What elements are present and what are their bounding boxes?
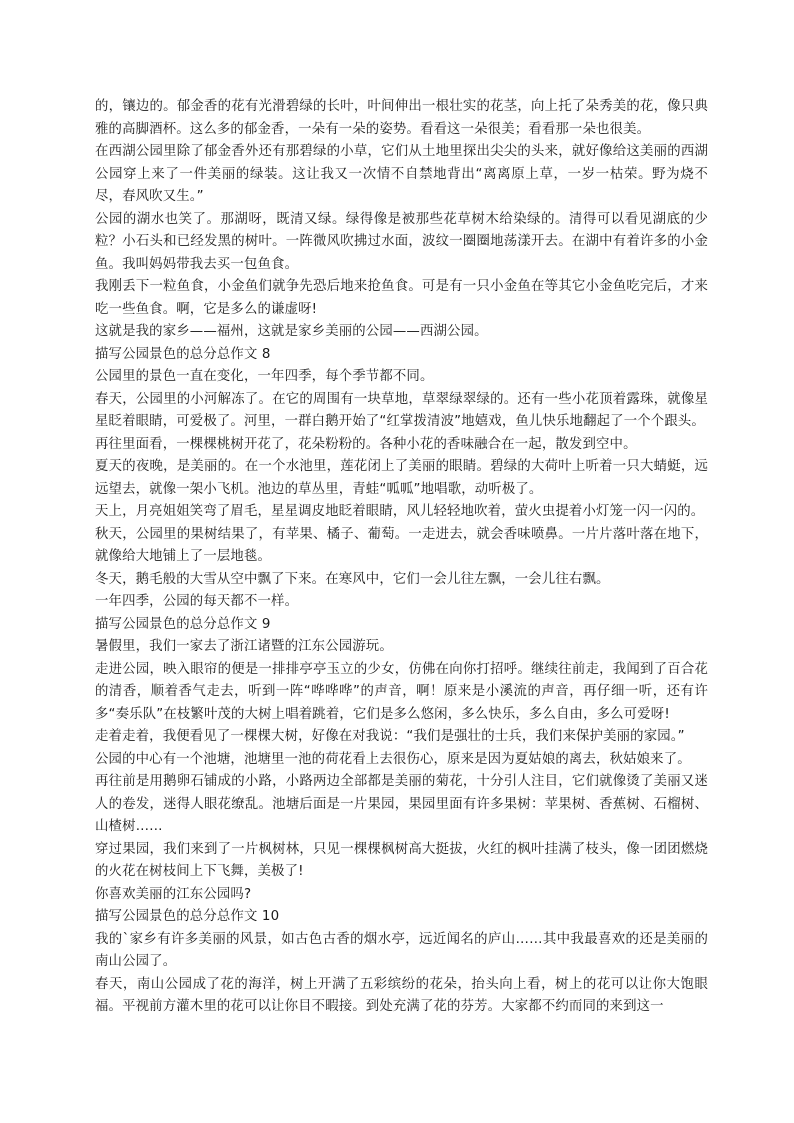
paragraph: 春天，南山公园成了花的海洋，树上开满了五彩缤纷的花朵，抬头向上看，树上的花可以让你大饱眼福。平视前方灌木里的花可以让你目不暇接。到处充满了花的芬芳。大家都不约而同的来到这一 — [95, 976, 708, 1014]
paragraph: 穿过果园，我们来到了一片枫树林，只见一棵棵枫树高大挺拔，火红的枫叶挂满了枝头，像一团团燃烧的火花在树枝间上下飞舞，美极了! — [95, 841, 708, 879]
essay-heading: 描写公园景色的总分总作文 9 — [95, 616, 271, 632]
paragraph: 秋天，公园里的果树结果了，有苹果、橘子、葡萄。一走进去，就会香味喷鼻。一片片落叶落在地下，就像给大地铺上了一层地毯。 — [95, 526, 708, 564]
paragraph: 公园的中心有一个池塘，池塘里一池的荷花看上去很伤心，原来是因为夏姑娘的离去，秋姑娘来了。 — [95, 751, 691, 767]
paragraph: 暑假里，我们一家去了浙江诸暨的江东公园游玩。 — [95, 639, 393, 654]
paragraph: 天上，月亮姐姐笑弯了眉毛，星星调皮地眨着眼睛，风儿轻轻地吹着，萤火虫提着小灯笼一闪一闪的。 — [95, 504, 705, 519]
paragraph: 的，镶边的。郁金香的花有光滑碧绿的长叶，叶间伸出一根壮实的花茎，向上托了朵秀美的花，像只典雅的高脚酒杯。这么多的郁金香，一朵有一朵的姿势。看看这一朵很美；看看那一朵也很美。 — [95, 99, 708, 137]
paragraph: 走进公园，映入眼帘的便是一排排亭亭玉立的少女，仿佛在向你打招呼。继续往前走，我闻到了百合花的清香，顺着香气走去，听到一阵“哗哗哗”的声音，啊！原来是小溪流的声音，再仔细一听，还有许多“奏乐队”在枝繁叶茂的大树上唱着跳着，它们是多么悠闲，多么快乐，多么自由，多么可爱呀! — [95, 661, 708, 722]
paragraph: 我刚丢下一粒鱼食，小金鱼们就争先恐后地来抢鱼食。可是有一只小金鱼在等其它小金鱼吃完后，才来吃一些鱼食。啊，它是多么的谦虚呀! — [95, 279, 708, 317]
essay-heading: 描写公园景色的总分总作文 8 — [95, 346, 271, 362]
paragraph: 公园的湖水也笑了。那湖呀，既清又绿。绿得像是被那些花草树木给染绿的。清得可以看见湖底的少粒？小石头和已经发黑的树叶。一阵微风吹拂过水面，波纹一圈圈地荡漾开去。在湖中有着许多的小金鱼。我叫妈妈带我去买一包鱼食。 — [95, 211, 708, 272]
paragraph: 这就是我的家乡——福州，这就是家乡美丽的公园——西湖公园。 — [95, 324, 488, 339]
paragraph: 你喜欢美丽的江东公园吗? — [95, 886, 252, 902]
essay-heading: 描写公园景色的总分总作文 10 — [95, 909, 280, 924]
paragraph: 春天，公园里的小河解冻了。在它的周围有一块草地，草翠绿翠绿的。还有一些小花顶着露珠，就像星星眨着眼睛，可爱极了。河里，一群白鹅开始了“红掌拨清波”地嬉戏，鱼儿快乐地翻起了一个个跟头。 — [95, 391, 708, 429]
paragraph: 在西湖公园里除了郁金香外还有那碧绿的小草，它们从土地里探出尖尖的头来，就好像给这美丽的西湖公园穿上来了一件美丽的绿装。这让我又一次情不自禁地背出“离离原上草，一岁一枯荣。野为烧不尽，春风吹又生。” — [95, 144, 708, 204]
paragraph: 冬天，鹅毛般的大雪从空中飘了下来。在寒风中，它们一会儿往左飘，一会儿往右飘。 — [95, 571, 610, 587]
paragraph: 再往前是用鹅卵石铺成的小路，小路两边全部都是美丽的菊花，十分引人注目，它们就像烫了美丽又迷人的卷发，迷得人眼花缭乱。池塘后面是一片果园，果园里面有许多果树：苹果树、香蕉树、石榴树、山楂树…… — [95, 774, 708, 834]
paragraph: 我的`家乡有许多美丽的风景，如古色古香的烟水亭，远近闻名的庐山……其中我最喜欢的还是美丽的南山公园了。 — [95, 931, 708, 969]
paragraph: 一年四季，公园的每天都不一样。 — [95, 594, 299, 609]
paragraph: 再往里面看，一棵棵桃树开花了，花朵粉粉的。各种小花的香味融合在一起，散发到空中。 — [95, 436, 637, 452]
paragraph: 公园里的景色一直在变化，一年四季，每个季节都不同。 — [95, 369, 434, 384]
paragraph: 夏天的夜晚，是美丽的。在一个水池里，莲花闭上了美丽的眼睛。碧绿的大荷叶上听着一只大蜻蜓，远远望去，就像一架小飞机。池边的草丛里，青蛙“呱呱”地唱歌，动听极了。 — [95, 459, 708, 497]
paragraph: 走着走着，我便看见了一棵棵大树，好像在对我说：“我们是强壮的士兵，我们来保护美丽的家园。” — [95, 729, 685, 744]
